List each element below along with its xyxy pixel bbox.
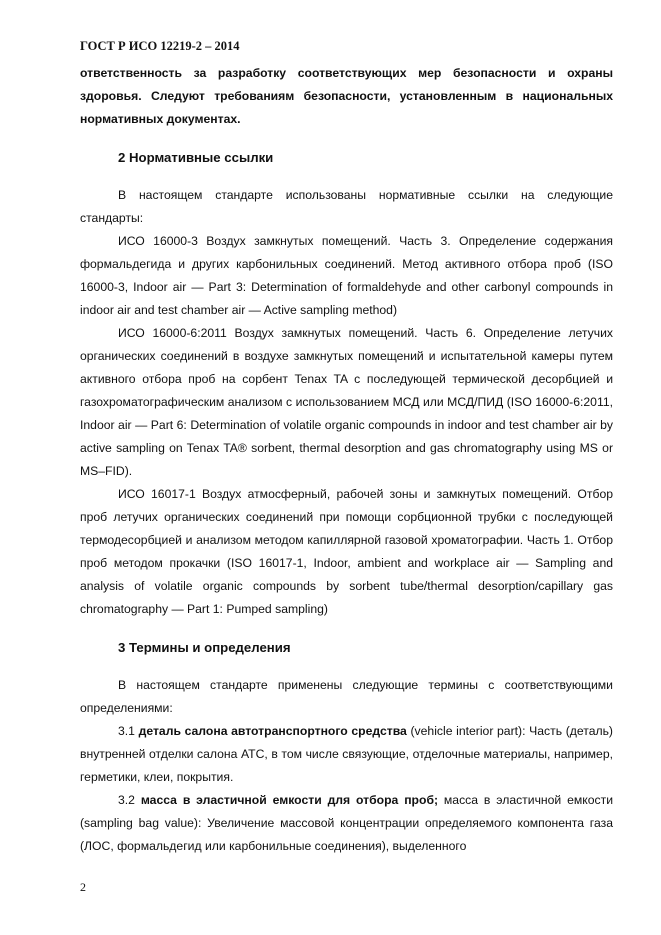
section-3-title: 3 Термины и определения xyxy=(118,640,291,655)
term-name: масса в эластичной емкости для отбора проб; xyxy=(140,793,439,807)
normative-reference: ИСО 16017-1 Воздух атмосферный, рабочей зоны и замкнутых помещений. Отбор проб летучих органических соединений при помощи сорбционной трубки с последующей термодесорбцией и анализом методом капиллярной газовой хроматографии. Часть 1. Отбор проб методом прокачки (ISO 16017-1, Indoor, ambient and workplace air — Sampling and analysis of volatile organic compounds by sorbent tube/thermal desorption/capillary gas chromatography — Part 1: Pumped sampling) xyxy=(80,487,613,616)
term-text: масса в эластичной емкости (sampling bag value): Увеличение массовой концентрации определяемого компонента газа (ЛОС, формальдегид или карбонильные соединения), выделенного xyxy=(80,793,613,853)
normative-reference: ИСО 16000-6:2011 Воздух замкнутых помещений. Часть 6. Определение летучих органических соединений в воздухе замкнутых помещений и испытательной камеры путем активного отбора проб на сорбент Tenax TA с последующей термической десорбцией и газохроматографическим анализом с использованием МСД или МСД/ПИД (ISO 16000-6:2011, Indoor air — Part 6: Determination of volatile organic compounds in indoor and test chamber air by active sampling on Tenax TA® sorbent, thermal desorption and gas chromatography using MS or MS–FID). xyxy=(80,326,613,478)
term-number: 3.1 xyxy=(118,724,135,738)
page-number: 2 xyxy=(80,880,86,894)
term-definition xyxy=(80,720,613,789)
section-2-lead: В настоящем стандарте использованы нормативные ссылки на следующие стандарты: xyxy=(80,188,613,225)
document-body xyxy=(80,62,613,858)
intro-paragraph: ответственность за разработку соответствующих мер безопасности и охраны здоровья. Следуют требованиям безопасности, установленным в национальных нормативных документах. xyxy=(80,66,613,126)
term-definition xyxy=(80,789,613,858)
term-name: деталь салона автотранспортного средства xyxy=(138,724,407,738)
section-3-lead: В настоящем стандарте применены следующие термины с соответствующими определениями: xyxy=(80,678,613,715)
section-2-title: 2 Нормативные ссылки xyxy=(118,150,274,165)
term-text: (vehicle interior part): Часть (деталь) внутренней отделки салона АТС, в том числе связующие, отделочные материалы, например, герметики, клеи, покрытия. xyxy=(80,724,613,784)
term-number: 3.2 xyxy=(118,793,135,807)
document-header: ГОСТ Р ИСО 12219-2 – 2014 xyxy=(80,39,240,53)
normative-reference: ИСО 16000-3 Воздух замкнутых помещений. Часть 3. Определение содержания формальдегида и других карбонильных соединений. Метод активного отбора проб (ISO 16000-3, Indoor air — Part 3: Determination of formaldehyde and other carbonyl compounds in indoor air and test chamber air — Active sampling method) xyxy=(80,234,613,317)
